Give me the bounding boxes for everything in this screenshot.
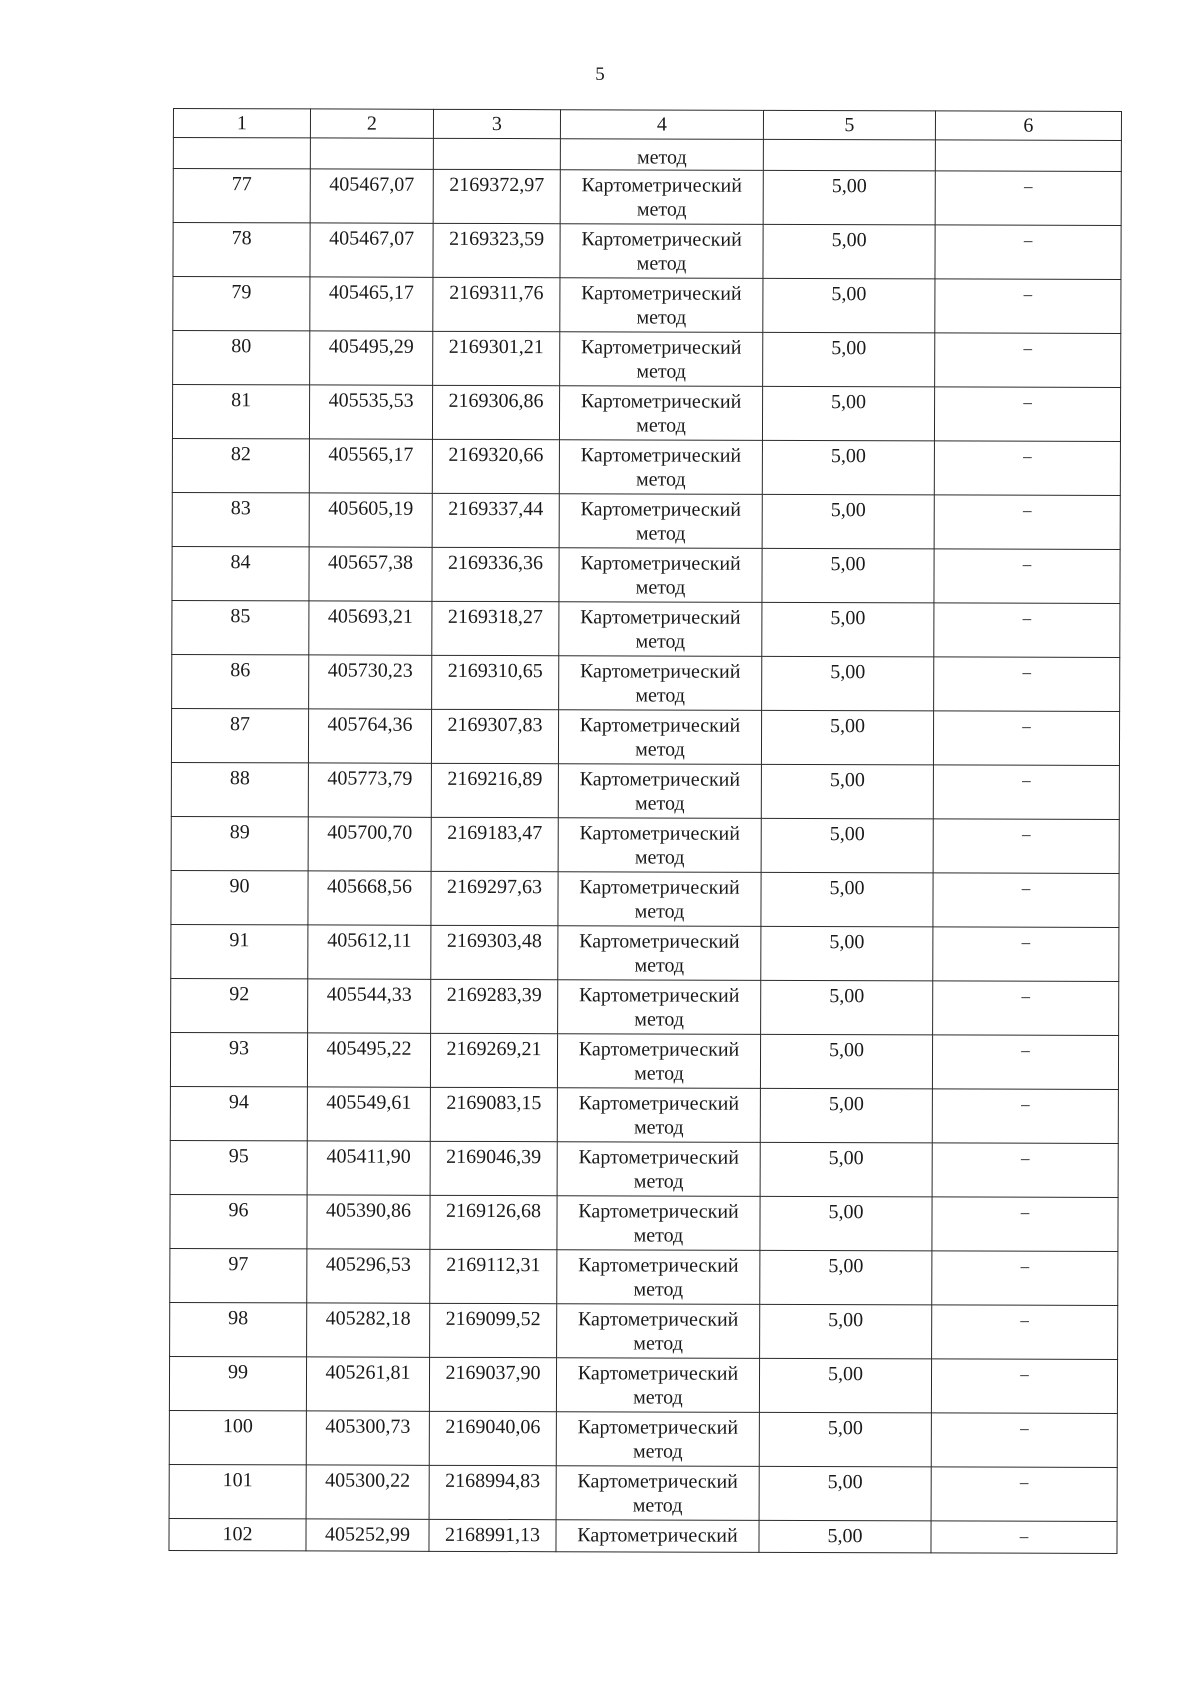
- method-line-2: метод: [636, 252, 687, 275]
- accuracy-cell: 5,00: [761, 980, 933, 1035]
- point-number-cell: 99: [169, 1356, 306, 1410]
- table-row: [172, 654, 1120, 711]
- point-number-cell: 80: [173, 331, 310, 385]
- method-line-2: метод: [634, 1062, 684, 1085]
- accuracy-cell: 5,00: [763, 278, 935, 333]
- point-number-cell: 90: [171, 870, 308, 924]
- x-coordinate-cell: 405657,38: [309, 547, 432, 601]
- table-row: [170, 1032, 1118, 1089]
- table-row: [171, 816, 1119, 873]
- method-cell: [558, 764, 761, 819]
- point-number-cell: 82: [172, 438, 309, 492]
- x-coordinate-cell: 405612,11: [308, 925, 431, 979]
- accuracy-cell: 5,00: [763, 224, 935, 279]
- method-line-1: Картометрический: [577, 1308, 739, 1331]
- point-number-cell: 91: [171, 924, 308, 978]
- point-number-cell: 94: [170, 1086, 307, 1140]
- method-line-1: Картометрический: [578, 1200, 739, 1223]
- accuracy-cell: 5,00: [760, 1088, 932, 1143]
- method-cell: [557, 1088, 760, 1143]
- accuracy-cell: 5,00: [763, 332, 935, 387]
- x-coordinate-cell: 405390,86: [307, 1195, 430, 1249]
- method-line-1: Картометрический: [580, 498, 741, 521]
- point-number-cell: 78: [173, 223, 310, 277]
- note-cell: –: [935, 333, 1121, 388]
- method-line-1: Картометрический: [581, 228, 742, 251]
- note-cell: –: [932, 1143, 1118, 1198]
- method-cell: [560, 224, 763, 279]
- table-row: [172, 492, 1120, 549]
- table-row: [171, 978, 1119, 1035]
- point-number-cell: 77: [173, 169, 310, 223]
- point-number-cell: 100: [169, 1410, 306, 1464]
- method-line-2: метод: [634, 1008, 684, 1031]
- note-cell: –: [931, 1359, 1117, 1414]
- table-row: [169, 1410, 1117, 1467]
- method-line-1: Картометрический: [579, 930, 740, 953]
- accuracy-cell: 5,00: [760, 1250, 932, 1305]
- x-coordinate-cell: 405252,99: [306, 1519, 429, 1551]
- table-row: [169, 1518, 1117, 1553]
- method-line-2: метод: [633, 1332, 683, 1355]
- table-row: [173, 331, 1121, 388]
- y-coordinate-cell: 2169046,39: [430, 1141, 557, 1195]
- method-line-1: Картометрический: [579, 660, 741, 683]
- header-cell-2: 2: [310, 109, 433, 138]
- point-number-cell: 102: [169, 1518, 306, 1550]
- x-coordinate-cell: 405296,53: [307, 1249, 430, 1303]
- accuracy-cell: 5,00: [762, 494, 934, 549]
- continuation-cell-method: метод: [560, 139, 763, 171]
- method-line-2: метод: [635, 468, 686, 491]
- note-cell: –: [934, 549, 1120, 604]
- method-line-2: метод: [634, 792, 685, 815]
- table-row: [170, 1194, 1118, 1251]
- table-row: [172, 438, 1120, 495]
- accuracy-cell: 5,00: [760, 1034, 932, 1089]
- continuation-cell-note: [935, 140, 1121, 172]
- table-body: [169, 109, 1122, 1554]
- method-line-1: Картометрический: [579, 768, 741, 791]
- accuracy-cell: 5,00: [761, 764, 933, 819]
- table-row: [170, 1140, 1118, 1197]
- method-cell: [558, 710, 761, 765]
- point-number-cell: 96: [170, 1194, 307, 1248]
- method-cell: [558, 818, 761, 873]
- x-coordinate-cell: 405300,73: [306, 1411, 429, 1465]
- method-cell: [559, 656, 762, 711]
- method-line-2: метод: [635, 576, 686, 599]
- y-coordinate-cell: 2169318,27: [432, 601, 559, 655]
- note-cell: –: [931, 1467, 1117, 1522]
- table-row: [170, 1248, 1118, 1305]
- y-coordinate-cell: 2169320,66: [432, 439, 559, 493]
- x-coordinate-cell: 405300,22: [306, 1465, 429, 1519]
- x-coordinate-cell: 405535,53: [309, 385, 432, 439]
- accuracy-cell: 5,00: [760, 1196, 932, 1251]
- table-row: [173, 169, 1121, 226]
- x-coordinate-cell: 405605,19: [309, 493, 432, 547]
- x-coordinate-cell: 405411,90: [307, 1141, 430, 1195]
- method-line-2: метод: [636, 414, 686, 437]
- method-line-2: метод: [633, 1116, 684, 1139]
- method-cell: [557, 1250, 760, 1305]
- y-coordinate-cell: 2169099,52: [430, 1303, 557, 1357]
- accuracy-cell: 5,00: [762, 602, 934, 657]
- y-coordinate-cell: 2169311,76: [433, 277, 560, 331]
- note-cell: –: [935, 171, 1121, 226]
- x-coordinate-cell: 405282,18: [307, 1303, 430, 1357]
- method-cell: [556, 1520, 759, 1553]
- method-cell: [558, 872, 761, 927]
- note-cell: –: [935, 225, 1121, 280]
- method-line-2: метод: [636, 306, 687, 329]
- method-line-2: метод: [633, 1278, 684, 1301]
- x-coordinate-cell: 405764,36: [308, 709, 431, 763]
- accuracy-cell: 5,00: [762, 440, 934, 495]
- y-coordinate-cell: 2169310,65: [432, 655, 559, 709]
- y-coordinate-cell: 2168991,13: [429, 1519, 556, 1551]
- note-cell: –: [932, 1305, 1118, 1360]
- note-cell: –: [934, 387, 1120, 442]
- table-row: [173, 277, 1121, 334]
- method-line-1: Картометрический: [578, 1092, 740, 1115]
- note-cell: –: [933, 819, 1119, 874]
- method-line-2: метод: [635, 738, 685, 761]
- note-cell: –: [933, 873, 1119, 928]
- method-line-1: Картометрический: [578, 1146, 739, 1169]
- point-number-cell: 97: [170, 1248, 307, 1302]
- continuation-row: [173, 138, 1121, 172]
- x-coordinate-cell: 405465,17: [310, 277, 433, 331]
- x-coordinate-cell: 405773,79: [308, 763, 431, 817]
- method-line-1: Картометрический: [580, 552, 741, 575]
- method-line-2: метод: [634, 954, 685, 977]
- table-row: [169, 1464, 1117, 1521]
- method-cell: [556, 1358, 759, 1413]
- y-coordinate-cell: 2169372,97: [433, 169, 560, 223]
- accuracy-cell: 5,00: [761, 926, 933, 981]
- coordinates-table: [168, 108, 1122, 1554]
- note-cell: –: [932, 1035, 1118, 1090]
- point-number-cell: 98: [170, 1302, 307, 1356]
- method-line-1: Картометрический: [579, 876, 740, 899]
- method-line-2: метод: [635, 522, 686, 545]
- note-cell: –: [933, 711, 1119, 766]
- note-cell: –: [931, 1413, 1117, 1468]
- method-cell: [559, 602, 762, 657]
- point-number-cell: 86: [172, 654, 309, 708]
- method-line-1: Картометрический: [578, 984, 740, 1007]
- point-number-cell: 95: [170, 1140, 307, 1194]
- continuation-cell-accuracy: [763, 139, 935, 171]
- header-cell-3: 3: [433, 109, 560, 138]
- method-line-1: Картометрический: [577, 1362, 739, 1385]
- point-number-cell: 83: [172, 492, 309, 546]
- header-cell-4: 4: [560, 110, 763, 140]
- note-cell: –: [933, 765, 1119, 820]
- y-coordinate-cell: 2169297,63: [431, 871, 558, 925]
- accuracy-cell: 5,00: [759, 1358, 931, 1413]
- header-row: [173, 109, 1121, 141]
- note-cell: –: [934, 657, 1120, 712]
- note-cell: –: [932, 1251, 1118, 1306]
- method-line-1: Картометрический: [578, 1038, 740, 1061]
- header-cell-5: 5: [763, 110, 935, 140]
- y-coordinate-cell: 2169083,15: [430, 1087, 557, 1141]
- y-coordinate-cell: 2169126,68: [430, 1195, 557, 1249]
- x-coordinate-cell: 405467,07: [310, 169, 433, 223]
- continuation-cell-number: [173, 138, 310, 169]
- method-line-1: Картометрический: [580, 336, 742, 359]
- note-cell: –: [931, 1521, 1117, 1554]
- y-coordinate-cell: 2169337,44: [432, 493, 559, 547]
- method-line-2: метод: [635, 630, 686, 653]
- method-cell: [559, 494, 762, 549]
- method-cell: [560, 278, 763, 333]
- header-cell-1: 1: [173, 109, 310, 138]
- accuracy-cell: 5,00: [762, 548, 934, 603]
- accuracy-cell: 5,00: [761, 818, 933, 873]
- method-cell: [557, 1034, 760, 1089]
- x-coordinate-cell: 405261,81: [306, 1357, 429, 1411]
- method-line-1: Картометрический: [579, 822, 740, 845]
- method-line-2: метод: [634, 846, 685, 869]
- table-row: [171, 870, 1119, 927]
- y-coordinate-cell: 2169301,21: [433, 331, 560, 385]
- y-coordinate-cell: 2169303,48: [431, 925, 558, 979]
- method-line-1: Картометрический: [580, 606, 741, 629]
- note-cell: –: [934, 495, 1120, 550]
- point-number-cell: 84: [172, 546, 309, 600]
- x-coordinate-cell: 405544,33: [308, 979, 431, 1033]
- note-cell: –: [935, 279, 1121, 334]
- method-line-1: Картометрический: [577, 1524, 738, 1547]
- method-line-2: метод: [633, 1386, 683, 1409]
- y-coordinate-cell: 2169323,59: [433, 223, 560, 277]
- method-cell: [558, 926, 761, 981]
- method-cell: [560, 332, 763, 387]
- x-coordinate-cell: 405467,07: [310, 223, 433, 277]
- y-coordinate-cell: 2169283,39: [431, 979, 558, 1033]
- y-coordinate-cell: 2169269,21: [430, 1033, 557, 1087]
- y-coordinate-cell: 2169216,89: [431, 763, 558, 817]
- accuracy-cell: 5,00: [759, 1520, 931, 1553]
- accuracy-cell: 5,00: [761, 710, 933, 765]
- accuracy-cell: 5,00: [762, 656, 934, 711]
- method-cell: [559, 386, 762, 441]
- method-line-2: метод: [633, 1170, 684, 1193]
- method-line-2: метод: [633, 1224, 684, 1247]
- point-number-cell: 88: [171, 762, 308, 816]
- x-coordinate-cell: 405700,70: [308, 817, 431, 871]
- method-cell: [557, 1304, 760, 1359]
- method-line-1: Картометрический: [580, 444, 742, 467]
- table-row: [169, 1356, 1117, 1413]
- accuracy-cell: 5,00: [763, 170, 935, 225]
- method-cell: [556, 1466, 759, 1521]
- point-number-cell: 92: [171, 978, 308, 1032]
- table-row: [173, 223, 1121, 280]
- method-line-2: метод: [636, 198, 687, 221]
- method-cell: [557, 1142, 760, 1197]
- method-line-1: Картометрический: [577, 1416, 739, 1439]
- x-coordinate-cell: 405668,56: [308, 871, 431, 925]
- method-line-2: метод: [632, 1440, 683, 1463]
- note-cell: –: [933, 927, 1119, 982]
- y-coordinate-cell: 2169037,90: [429, 1357, 556, 1411]
- accuracy-cell: 5,00: [759, 1466, 931, 1521]
- table-row: [171, 708, 1119, 765]
- method-line-1: Картометрический: [580, 390, 742, 413]
- table-row: [171, 924, 1119, 981]
- note-cell: –: [932, 1197, 1118, 1252]
- method-cell: [559, 548, 762, 603]
- x-coordinate-cell: 405495,22: [307, 1033, 430, 1087]
- method-cell: [559, 440, 762, 495]
- accuracy-cell: 5,00: [760, 1304, 932, 1359]
- point-number-cell: 79: [173, 277, 310, 331]
- continuation-cell-x: [310, 138, 433, 169]
- method-line-1: Картометрический: [581, 282, 742, 305]
- method-line-2: метод: [634, 900, 685, 923]
- point-number-cell: 87: [171, 708, 308, 762]
- method-line-1: Картометрический: [581, 174, 743, 197]
- y-coordinate-cell: 2169183,47: [431, 817, 558, 871]
- y-coordinate-cell: 2169040,06: [429, 1411, 556, 1465]
- table-row: [170, 1086, 1118, 1143]
- table-row: [171, 762, 1119, 819]
- method-line-2: метод: [635, 684, 685, 707]
- accuracy-cell: 5,00: [760, 1142, 932, 1197]
- point-number-cell: 101: [169, 1464, 306, 1518]
- continuation-cell-y: [433, 138, 560, 169]
- method-cell: [560, 170, 763, 225]
- table-row: [172, 600, 1120, 657]
- y-coordinate-cell: 2169336,36: [432, 547, 559, 601]
- method-cell: [557, 1196, 760, 1251]
- method-line-2: метод: [632, 1494, 683, 1517]
- note-cell: –: [932, 1089, 1118, 1144]
- x-coordinate-cell: 405565,17: [309, 439, 432, 493]
- y-coordinate-cell: 2169306,86: [432, 385, 559, 439]
- table-row: [170, 1302, 1118, 1359]
- x-coordinate-cell: 405693,21: [309, 601, 432, 655]
- method-cell: [558, 980, 761, 1035]
- note-cell: –: [934, 441, 1120, 496]
- y-coordinate-cell: 2169112,31: [430, 1249, 557, 1303]
- point-number-cell: 89: [171, 816, 308, 870]
- x-coordinate-cell: 405730,23: [309, 655, 432, 709]
- y-coordinate-cell: 2169307,83: [431, 709, 558, 763]
- method-line-2: метод: [636, 360, 687, 383]
- y-coordinate-cell: 2168994,83: [429, 1465, 556, 1519]
- header-cell-6: 6: [935, 111, 1121, 141]
- x-coordinate-cell: 405495,29: [310, 331, 433, 385]
- accuracy-cell: 5,00: [759, 1412, 931, 1467]
- table-row: [172, 546, 1120, 603]
- note-cell: –: [934, 603, 1120, 658]
- accuracy-cell: 5,00: [761, 872, 933, 927]
- x-coordinate-cell: 405549,61: [307, 1087, 430, 1141]
- point-number-cell: 81: [172, 385, 309, 439]
- method-line-1: Картометрический: [578, 1254, 739, 1277]
- point-number-cell: 85: [172, 600, 309, 654]
- method-line-1: Картометрический: [577, 1470, 738, 1493]
- method-line-1: Картометрический: [579, 714, 741, 737]
- accuracy-cell: 5,00: [762, 386, 934, 441]
- method-cell: [556, 1412, 759, 1467]
- page-number: 5: [595, 64, 605, 85]
- point-number-cell: 93: [170, 1032, 307, 1086]
- note-cell: –: [933, 981, 1119, 1036]
- table-row: [172, 385, 1120, 442]
